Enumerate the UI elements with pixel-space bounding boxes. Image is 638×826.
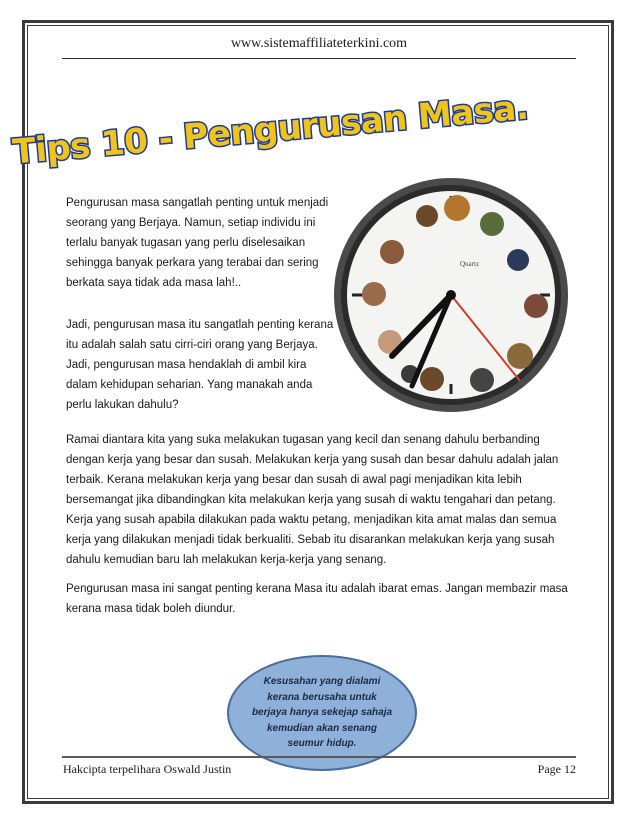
footer-copyright: Hakcipta terpelihara Oswald Justin	[63, 762, 232, 776]
photo-burger-icon	[444, 195, 470, 221]
page-title-text: Tips 10 - Pengurusan Masa.	[11, 87, 530, 173]
footer-divider	[62, 756, 576, 758]
photo-worker-icon	[380, 240, 404, 264]
photo-person-icon	[480, 212, 504, 236]
page-title	[11, 87, 530, 173]
photo-groceries-icon	[507, 343, 533, 369]
quote-bubble	[227, 655, 417, 771]
photo-shower-icon	[362, 282, 386, 306]
paragraph-intro: Pengurusan masa sangatlah penting untuk menjadi seorang yang Berjaya. Namun, setiap individu ini terlalu banyak tugasan yang perlu diselesaikan sehingga banyak perkara yang terabai dan sering berkata saya tidak ada masa lah!..	[66, 197, 329, 289]
clock-center-pin	[446, 290, 456, 300]
header-divider	[62, 58, 576, 59]
clock-image	[332, 176, 570, 414]
photo-office-icon	[524, 294, 548, 318]
paragraph-conclusion: Pengurusan masa ini sangat penting kerana Masa itu adalah ibarat emas. Jangan membazir masa kerana masa tidak boleh diundur.	[66, 583, 568, 615]
footer-page-number: Page 12	[537, 762, 576, 776]
photo-tv-icon	[416, 205, 438, 227]
header-url: www.sistemaffiliateterkini.com	[230, 36, 408, 51]
clock-brand: Quartz	[460, 260, 480, 268]
photo-pan-icon	[470, 368, 494, 392]
paragraph-importance: Jadi, pengurusan masa itu sangatlah penting kerana itu adalah salah satu cirri-ciri orang yang Berjaya. Jadi, pengurusan masa hendaklah di ambil kira dalam kehidupan seharian. Yang manakah anda perlu lakukan dahulu?	[66, 319, 334, 411]
quote-text: Kesusahan yang dialami kerana berusaha untuk berjaya hanya sekejap sahaja kemudian akan senang seumur hidup.	[251, 676, 393, 750]
paragraph-main: Ramai diantara kita yang suka melakukan tugasan yang kecil dan senang dahulu berbanding dengan kerja yang besar dan susah. Melakukan kerja yang susah dan besar dahulu adalah jalan terbaik. Kerana melakukan kerja yang besar dan susah di awal pagi menjadikan kita lebih bersemangat jika dibandingkan kita melakukan kerja yang susah di waktu tengahari dan petang. Kerja yang susah apabila dilakukan pada waktu petang, menjadikan kita amat malas dan semua kerja yang dilakukan menjadi tidak berkualiti. Sebab itu disarankan melakukan kerja yang susah dahulu kemudian baru lah melakukan kerja-kerja yang senang.	[66, 434, 559, 566]
photo-cyclist-icon	[507, 249, 529, 271]
photo-food-icon	[420, 367, 444, 391]
